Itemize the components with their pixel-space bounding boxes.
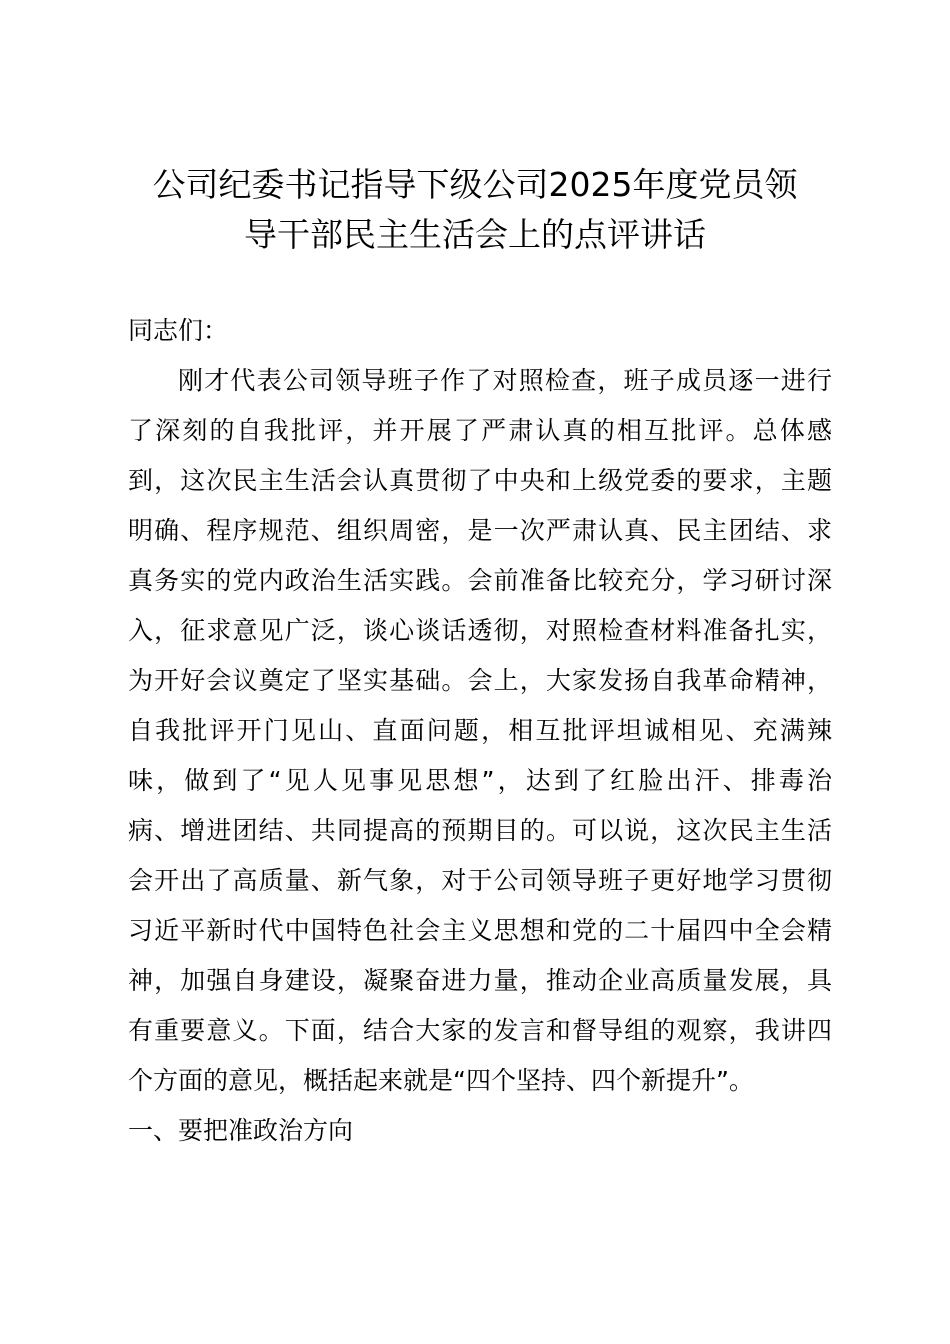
- paragraph-line: 个方面的意见，概括起来就是“四个坚持、四个新提升”。: [128, 1066, 754, 1095]
- paragraph-line: 了深刻的自我批评，并开展了严肃认真的相互批评。总体感: [128, 416, 832, 445]
- paragraph-line: 习近平新时代中国特色社会主义思想和党的二十届四中全会精: [128, 916, 832, 945]
- paragraph-line: 为开好会议奠定了坚实基础。会上，大家发扬自我革命精神，: [128, 666, 832, 695]
- paragraph-line: 神，加强自身建设，凝聚奋进力量，推动企业高质量发展，具: [128, 966, 832, 995]
- paragraph-line: 真务实的党内政治生活实践。会前准备比较充分，学习研讨深: [128, 566, 832, 595]
- paragraph-line: 明确、程序规范、组织周密，是一次严肃认真、民主团结、求: [128, 516, 832, 545]
- paragraph-line: 到，这次民主生活会认真贯彻了中央和上级党委的要求，主题: [128, 466, 832, 495]
- salutation: 同志们：: [128, 316, 229, 345]
- title-line-2: 导干部民主生活会上的点评讲话: [244, 215, 706, 254]
- paragraph-line: 刚才代表公司领导班子作了对照检查，班子成员逐一进行: [178, 366, 832, 395]
- paragraph-line: 病、增进团结、共同提高的预期目的。可以说，这次民主生活: [128, 816, 832, 845]
- document-body: [128, 306, 832, 1156]
- paragraph-line: 入，征求意见广泛，谈心谈话透彻，对照检查材料准备扎实，: [128, 616, 832, 645]
- title-line-1: 公司纪委书记指导下级公司2025年度党员领: [152, 165, 798, 204]
- paragraph-line: 味，做到了“见人见事见思想”，达到了红脸出汗、排毒治: [128, 766, 832, 795]
- document-title: [100, 160, 850, 260]
- paragraph-line: 自我批评开门见山、直面问题，相互批评坦诚相见、充满辣: [128, 716, 832, 745]
- paragraph-line: 会开出了高质量、新气象，对于公司领导班子更好地学习贯彻: [128, 866, 832, 895]
- section-heading: 一、要把准政治方向: [128, 1116, 354, 1145]
- paragraph-line: 有重要意义。下面，结合大家的发言和督导组的观察，我讲四: [128, 1016, 832, 1045]
- paragraph-1: [128, 356, 832, 1106]
